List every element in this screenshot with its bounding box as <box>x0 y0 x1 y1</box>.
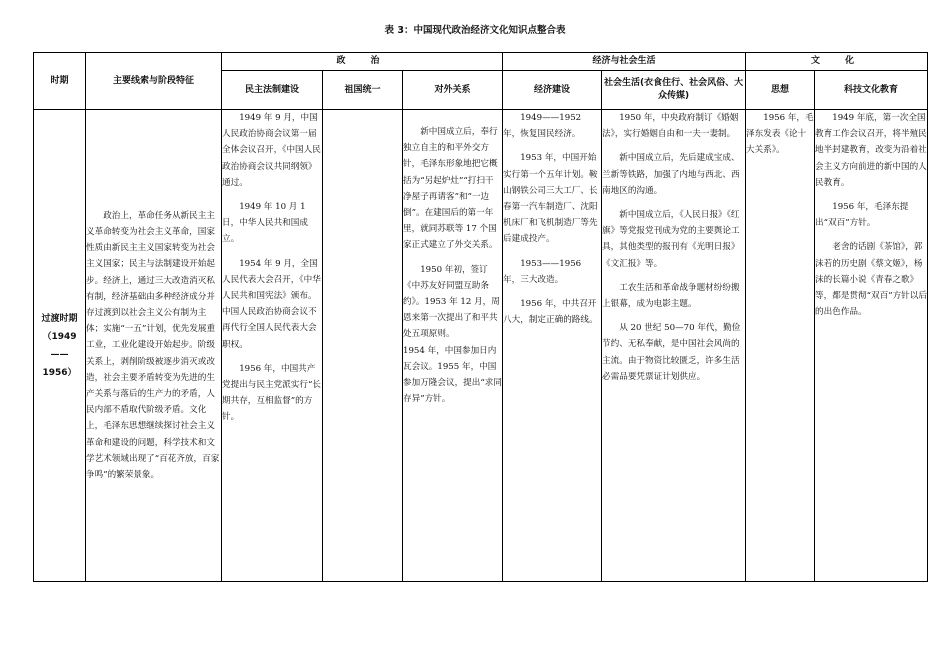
sci-edu-entry: 1949 年底，第一次全国教育工作会议召开，将半殖民地半封建教育，改变为沿着社会主义方向前进的新中国的人民教育。 <box>815 113 927 188</box>
header-politics: 政 治 <box>222 53 503 71</box>
foreign-entry: 1954 年，中国参加日内瓦会议。1955 年，中国参加万隆会议，提出“求同存异”方针。 <box>403 345 502 405</box>
democracy-entry: 1949 年 9 月，中国人民政治协商会议第一届全体会议召开，《中国人民政治协商会议共同纲领》通过。 <box>222 113 321 188</box>
social-life-cell <box>602 110 746 582</box>
thought-entry: 1956 年，毛泽东发表《论十大关系》。 <box>746 113 814 156</box>
reunification-cell <box>323 110 403 582</box>
header-foreign-relations: 对外关系 <box>403 71 503 110</box>
social-entry: 1950 年，中央政府制订《婚姻法》，实行婚姻自由和一夫一妻制。 <box>602 113 739 140</box>
sci-edu-cell <box>815 110 928 582</box>
foreign-relations-cell <box>403 110 503 582</box>
knowledge-table <box>33 52 928 582</box>
header-main-clue: 主要线索与阶段特征 <box>86 53 222 110</box>
foreign-entry: 1950 年初，签订《中苏友好同盟互助条约》。1953 年 12 月，周恩来第一次提出了和平共处五项原则。 <box>403 264 500 340</box>
period-dash: —— <box>50 349 69 360</box>
thought-cell <box>746 110 815 582</box>
social-entry: 新中国成立后，《人民日报》《红旗》等党报党刊成为党的主要舆论工具，其他类型的报刊有《光明日报》《文汇报》等。 <box>602 210 740 269</box>
democracy-entry: 1956 年，中国共产党提出与民主党派实行“长期共存，互相监督”的方针。 <box>222 363 321 423</box>
period-end: 1956） <box>42 367 77 378</box>
header-thought: 思想 <box>746 71 815 110</box>
header-social-life: 社会生活(衣食住行、社会风俗、大众传媒) <box>602 71 746 110</box>
header-reunification: 祖国统一 <box>323 71 403 110</box>
foreign-entry: 新中国成立后，奉行独立自主的和平外交方针，毛泽东形象地把它概括为“另起炉灶”“打扫干净屋子再请客”和“一边倒”。在建国后的第一年里，就同苏联等 17 个国家正式建立了外交关系。 <box>403 127 498 251</box>
table-row <box>34 110 928 582</box>
main-clue-cell <box>86 110 222 582</box>
economic-construction-cell <box>503 110 602 582</box>
democracy-entry: 1954 年 9 月，全国人民代表大会召开，《中华人民共和国宪法》颁布。中国人民政治协商会议不再代行全国人民代表大会职权。 <box>222 258 321 350</box>
economy-entry: 1953——1956 年，三大改造。 <box>503 258 582 285</box>
header-culture: 文 化 <box>746 53 928 71</box>
sci-edu-entry: 老舍的话剧《茶馆》，郭沫若的历史剧《蔡文姬》，杨沫的长篇小说《青春之歌》等，都是贯彻“双百”方针以后的出色作品。 <box>815 242 927 318</box>
sci-edu-entry: 1956 年，毛泽东提出“双百”方针。 <box>815 202 909 229</box>
democracy-entry: 1949 年 10 月 1 日，中华人民共和国成立。 <box>222 202 308 245</box>
economy-entry: 1956 年，中共召开八大，制定正确的路线。 <box>503 299 598 326</box>
social-entry: 新中国成立后，先后建成宝成、兰新等铁路，加强了内地与西北、西南地区的沟通。 <box>602 153 740 196</box>
page-title: 表 3：中国现代政治经济文化知识点整合表 <box>384 25 566 36</box>
header-economic-construction: 经济建设 <box>503 71 602 110</box>
social-entry: 工农生活和革命战争题材纷纷搬上银幕，成为电影主题。 <box>602 282 740 310</box>
header-sci-edu: 科技文化教育 <box>815 71 928 110</box>
democracy-cell <box>222 110 323 582</box>
period-start: （1949 <box>42 331 77 342</box>
social-entry: 从 20 世纪 50—70 年代，勤俭节约、无私奉献，是中国社会风尚的主流。由于物资比较匮乏，许多生活必需品要凭票证计划供应。 <box>602 323 741 382</box>
header-row-1 <box>34 53 928 71</box>
economy-entry: 1949——1952 年，恢复国民经济。 <box>503 113 582 140</box>
period-cell <box>34 110 86 582</box>
header-democracy: 民主法制建设 <box>222 71 323 110</box>
main-clue-text: 政治上，革命任务从新民主主义革命转变为社会主义革命，国家性质由新民主主义国家转变为社会主义国家；民主与法制建设开始起步。经济上，通过三大改造消灭私有制，经济基础由多种经济成分并存过渡到以社会主义公有制为主体；实施“一五”计划，优先发展重工业，工业化建设开始起步。阶级关系上，剥削阶级被逐步消灭或改造，社会主要矛盾转变为先进的生产关系与落后的生产力的矛盾，人民内部不盾取代阶级矛盾。文化上，毛泽东思想继续探讨社会主义革命和建设的问题，科学技术和文学艺术领域出现了“百花齐放，百家争鸣”的繁荣景象。 <box>86 210 220 481</box>
period-name: 过渡时期 <box>41 313 78 324</box>
header-economy-society: 经济与社会生活 <box>503 53 746 71</box>
header-period: 时期 <box>34 53 86 110</box>
economy-entry: 1953 年，中国开始实行第一个五年计划。鞍山钢铁公司三大工厂、长春第一汽车制造厂、沈阳机床厂和飞机制造厂等先后建成投产。 <box>503 153 598 245</box>
